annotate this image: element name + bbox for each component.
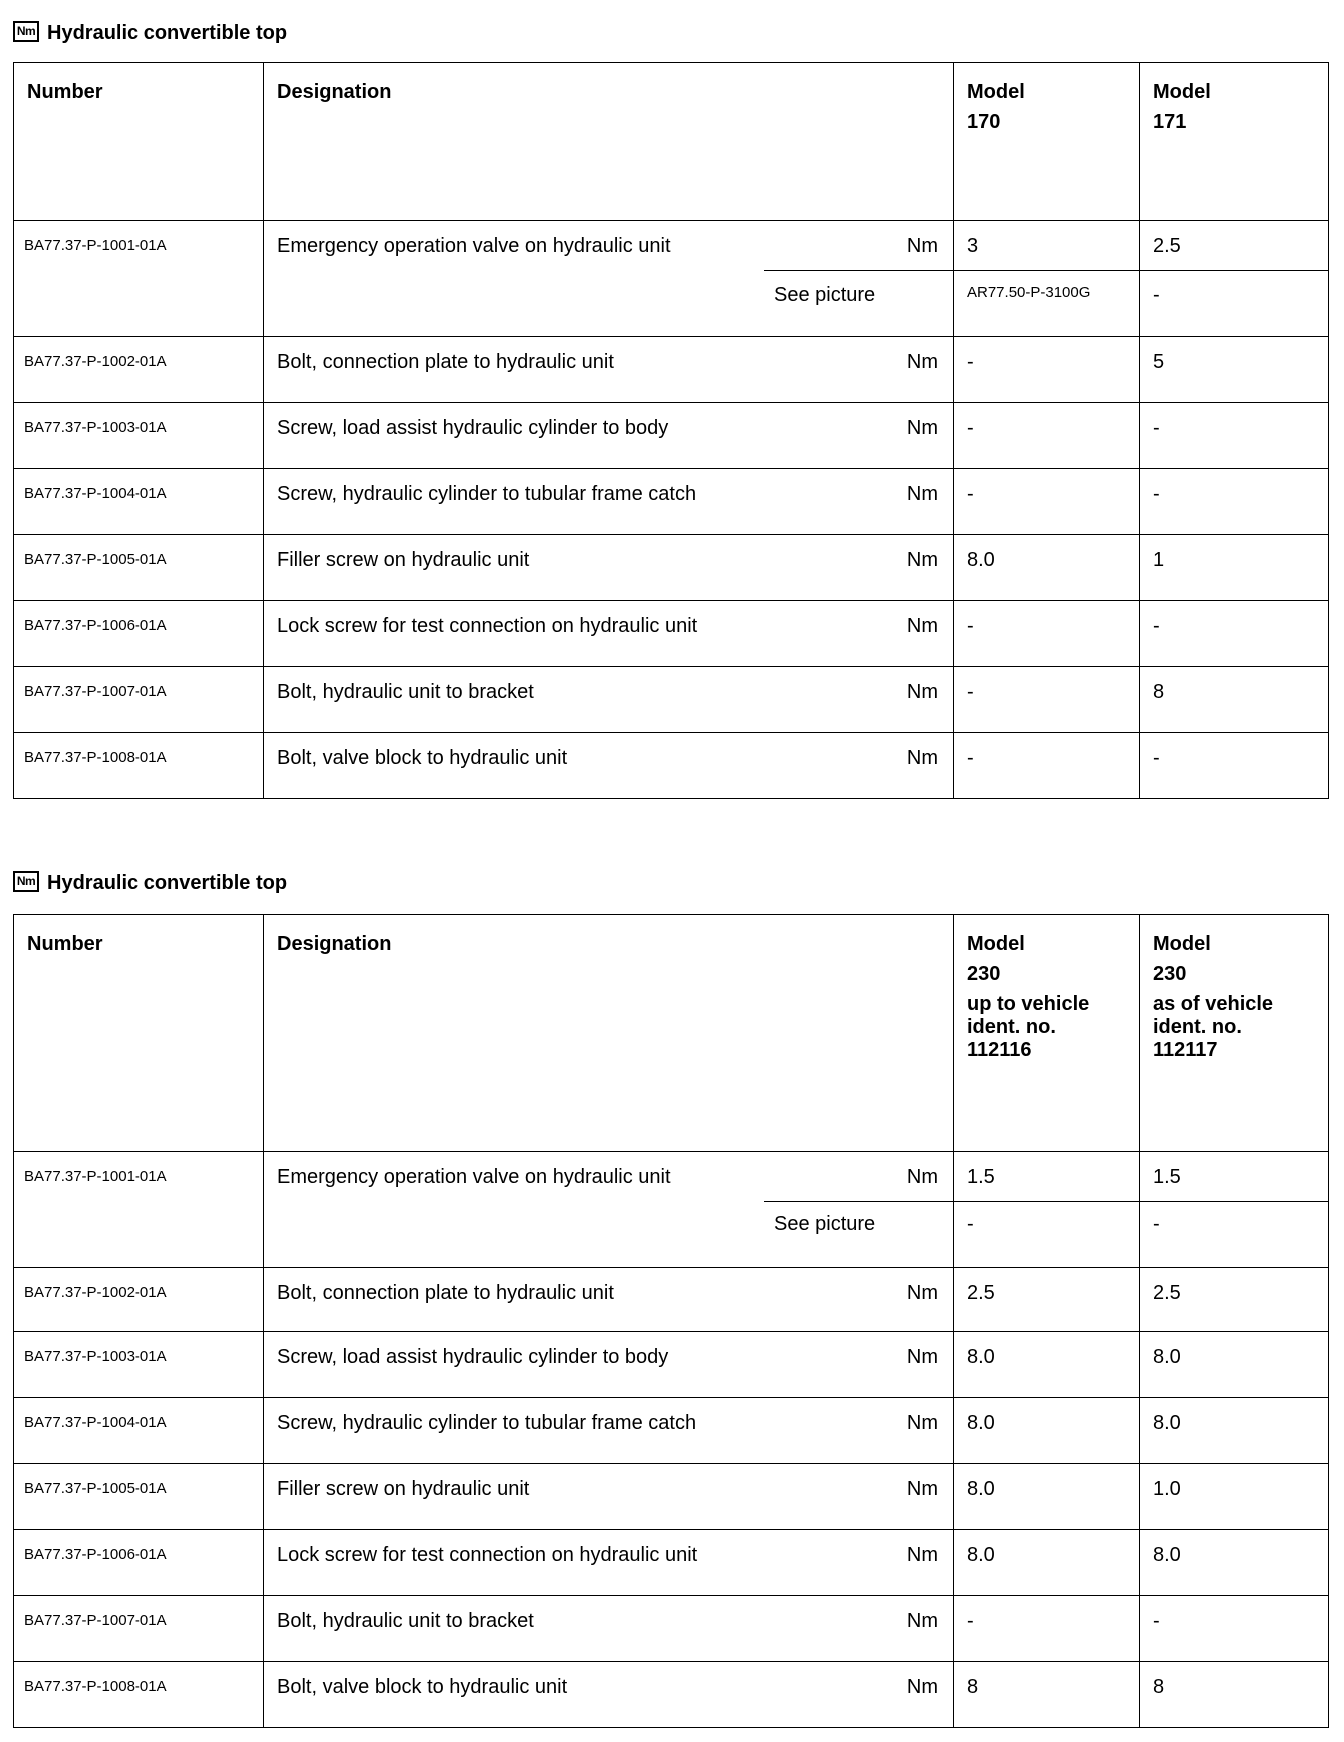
unit: Nm: [906, 1412, 938, 1434]
designation: Bolt, hydraulic unit to bracket: [277, 1610, 534, 1632]
value-model-1: 8.0: [967, 1478, 995, 1500]
picture-reference-link[interactable]: AR77.50-P-3100G: [967, 284, 1091, 301]
designation: Emergency operation valve on hydraulic unit: [277, 235, 671, 257]
unit: Nm: [906, 1166, 938, 1188]
value-model-2: 5: [1153, 351, 1165, 373]
picture-value-model-2: -: [1153, 284, 1160, 306]
designation: Bolt, connection plate to hydraulic unit: [277, 1282, 614, 1304]
torque-nm-icon: Nm: [13, 21, 39, 42]
value-model-2: 2.5: [1153, 1282, 1181, 1304]
value-model-1: 3: [967, 235, 979, 257]
header-designation: Designation: [277, 933, 392, 955]
unit: Nm: [906, 615, 938, 637]
part-number: BA77.37-P-1007-01A: [24, 683, 167, 700]
table-row: [14, 600, 1328, 666]
part-number: BA77.37-P-1005-01A: [24, 1480, 167, 1497]
value-model-2: -: [1153, 747, 1160, 769]
designation: Bolt, valve block to hydraulic unit: [277, 747, 568, 769]
table-row: [14, 1267, 1328, 1331]
part-number: BA77.37-P-1007-01A: [24, 1612, 167, 1629]
part-number: BA77.37-P-1002-01A: [24, 1284, 167, 1301]
value-model-2: 1.5: [1153, 1166, 1181, 1188]
part-number: BA77.37-P-1002-01A: [24, 353, 167, 370]
section-title: [13, 22, 287, 45]
unit: Nm: [906, 351, 938, 373]
section-title: [13, 872, 287, 895]
picture-value-model-1: -: [967, 1213, 974, 1235]
value-model-1: -: [967, 681, 974, 703]
value-model-2: 1: [1153, 549, 1165, 571]
designation: Screw, hydraulic cylinder to tubular frame catch: [277, 483, 697, 505]
value-model-2: -: [1153, 615, 1160, 637]
table-row: [14, 1529, 1328, 1595]
unit: Nm: [906, 483, 938, 505]
part-number: BA77.37-P-1001-01A: [24, 1168, 167, 1185]
unit: Nm: [906, 1282, 938, 1304]
value-model-2: 8.0: [1153, 1346, 1181, 1368]
value-model-2: 8: [1153, 1676, 1165, 1698]
picture-value-model-2: -: [1153, 1213, 1160, 1235]
see-picture-label: See picture: [774, 1213, 876, 1235]
table-row: [14, 1463, 1328, 1529]
value-model-1: -: [967, 747, 974, 769]
part-number: BA77.37-P-1006-01A: [24, 617, 167, 634]
table-row: [14, 1151, 1328, 1267]
part-number: BA77.37-P-1004-01A: [24, 485, 167, 502]
value-model-1: -: [967, 1610, 974, 1632]
unit: Nm: [906, 1478, 938, 1500]
designation: Lock screw for test connection on hydraulic unit: [277, 615, 698, 637]
value-model-1: 8.0: [967, 1412, 995, 1434]
part-number: BA77.37-P-1006-01A: [24, 1546, 167, 1563]
header-number: Number: [27, 81, 103, 103]
table-row: [14, 1661, 1328, 1727]
value-model-1: 8.0: [967, 549, 995, 571]
header-model-1: Model 230 up to vehicle ident. no. 112116: [967, 933, 1090, 1061]
section-title-text: Hydraulic convertible top: [47, 872, 288, 894]
torque-table: [13, 62, 1329, 799]
unit: Nm: [906, 1610, 938, 1632]
unit: Nm: [906, 1676, 938, 1698]
designation: Bolt, connection plate to hydraulic unit: [277, 351, 614, 373]
designation: Screw, load assist hydraulic cylinder to body: [277, 1346, 669, 1368]
value-model-2: 8.0: [1153, 1544, 1181, 1566]
unit: Nm: [906, 1346, 938, 1368]
unit: Nm: [906, 549, 938, 571]
part-number: BA77.37-P-1003-01A: [24, 419, 167, 436]
value-model-2: -: [1153, 1610, 1160, 1632]
header-designation: Designation: [277, 81, 392, 103]
designation: Bolt, hydraulic unit to bracket: [277, 681, 534, 703]
designation: Lock screw for test connection on hydraulic unit: [277, 1544, 698, 1566]
part-number: BA77.37-P-1008-01A: [24, 749, 167, 766]
torque-table: [13, 914, 1329, 1728]
value-model-2: -: [1153, 483, 1160, 505]
unit: Nm: [906, 681, 938, 703]
torque-nm-icon: Nm: [13, 871, 39, 892]
part-number: BA77.37-P-1003-01A: [24, 1348, 167, 1365]
see-picture-label: See picture: [774, 284, 876, 306]
table-row: [14, 1595, 1328, 1661]
table-row: [14, 534, 1328, 600]
value-model-1: -: [967, 483, 974, 505]
designation: Filler screw on hydraulic unit: [277, 549, 530, 571]
table-row: [14, 732, 1328, 798]
section-title-text: Hydraulic convertible top: [47, 22, 288, 44]
table-row: [14, 402, 1328, 468]
value-model-1: -: [967, 417, 974, 439]
designation: Emergency operation valve on hydraulic unit: [277, 1166, 671, 1188]
header-model-1: Model 170: [967, 81, 1025, 133]
designation: Screw, hydraulic cylinder to tubular frame catch: [277, 1412, 697, 1434]
table-row: [14, 666, 1328, 732]
value-model-1: 8.0: [967, 1544, 995, 1566]
value-model-1: 1.5: [967, 1166, 995, 1188]
designation: Filler screw on hydraulic unit: [277, 1478, 530, 1500]
designation: Bolt, valve block to hydraulic unit: [277, 1676, 568, 1698]
part-number: BA77.37-P-1004-01A: [24, 1414, 167, 1431]
value-model-1: -: [967, 615, 974, 637]
value-model-2: 1.0: [1153, 1478, 1181, 1500]
table-row: [14, 336, 1328, 402]
header-model-2: Model 230 as of vehicle ident. no. 112117: [1153, 933, 1274, 1061]
part-number: BA77.37-P-1001-01A: [24, 237, 167, 254]
table-header-row: [14, 915, 1328, 1151]
value-model-1: -: [967, 351, 974, 373]
value-model-1: 8.0: [967, 1346, 995, 1368]
value-model-1: 8: [967, 1676, 979, 1698]
table-header-row: [14, 63, 1328, 220]
part-number: BA77.37-P-1008-01A: [24, 1678, 167, 1695]
table-row: [14, 220, 1328, 336]
value-model-2: -: [1153, 417, 1160, 439]
table-row: [14, 468, 1328, 534]
value-model-1: 2.5: [967, 1282, 995, 1304]
designation: Screw, load assist hydraulic cylinder to body: [277, 417, 669, 439]
unit: Nm: [906, 1544, 938, 1566]
table-row: [14, 1331, 1328, 1397]
value-model-2: 2.5: [1153, 235, 1181, 257]
unit: Nm: [906, 235, 938, 257]
unit: Nm: [906, 747, 938, 769]
table-row: [14, 1397, 1328, 1463]
unit: Nm: [906, 417, 938, 439]
header-model-2: Model 171: [1153, 81, 1211, 133]
value-model-2: 8: [1153, 681, 1165, 703]
value-model-2: 8.0: [1153, 1412, 1181, 1434]
header-number: Number: [27, 933, 103, 955]
part-number: BA77.37-P-1005-01A: [24, 551, 167, 568]
